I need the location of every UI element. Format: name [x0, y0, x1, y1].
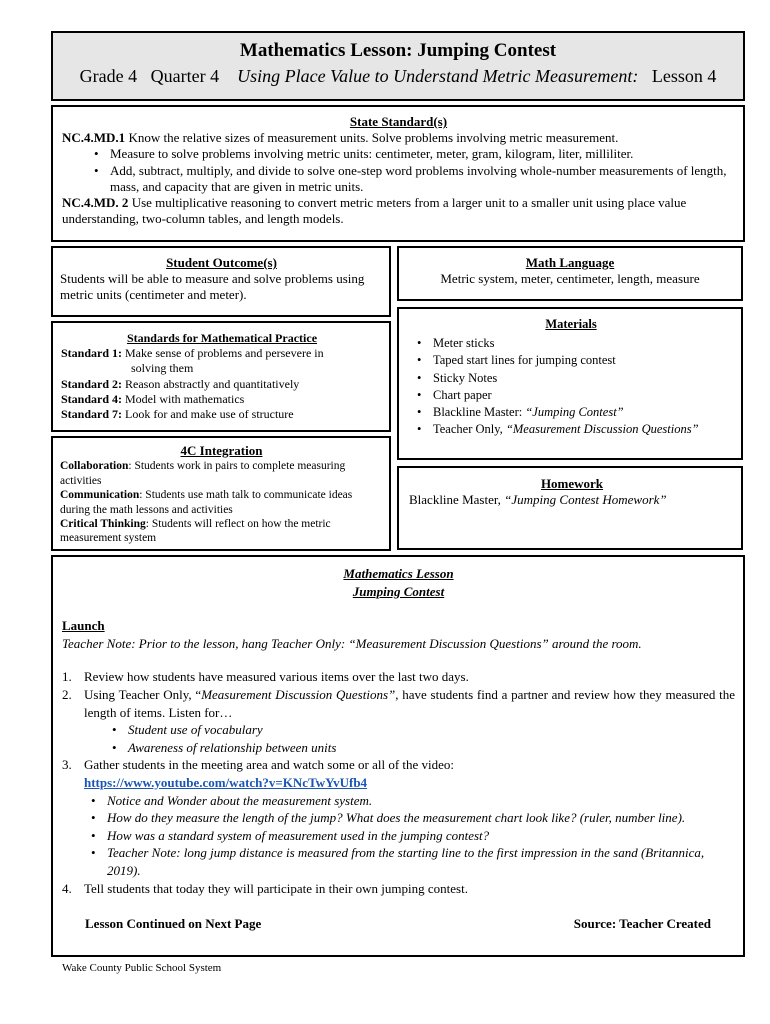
step-4: 4. Tell students that today they will participate in their own jumping contest. — [62, 880, 468, 896]
practice-standard-label: Standard 4: — [61, 391, 123, 406]
integration-communication — [60, 488, 383, 517]
material-item-blackline — [433, 404, 735, 421]
material-title: “Jumping Contest” — [525, 405, 624, 420]
step-text: Using Teacher Only, “ — [84, 686, 202, 702]
integration-label: Collaboration — [60, 460, 129, 473]
math-language-box — [397, 246, 743, 301]
practice-standard-text: Look for and make use of structure — [122, 407, 294, 422]
integration-label: Critical Thinking — [60, 518, 146, 531]
practice-standard-text: Reason abstractly and quantitatively — [122, 376, 300, 391]
lesson-subtitle — [53, 63, 743, 89]
material-item: • Sticky Notes — [433, 370, 735, 387]
standard-bullet: • Measure to solve problems involving metric units: centimeter, meter, gram, kilogram, liter, milliliter. — [110, 146, 735, 162]
homework-text — [409, 492, 735, 508]
practice-standard-1 — [61, 346, 383, 361]
lesson-subheading: Jumping Contest — [352, 583, 445, 599]
video-prompt: Teacher Note: long jump distance is measured from the starting line to the first impression in the sand (Britannica, 2019). — [107, 845, 705, 878]
homework-heading: Homework — [540, 476, 604, 491]
step-1: 1. Review how students have measured various items over the last two days. — [62, 669, 469, 685]
step-text: have students find a partner and review how they measured the length of items. Listen for… — [84, 686, 735, 720]
practice-standard-label: Standard 1: — [61, 346, 123, 361]
material-item: • Chart paper — [433, 387, 735, 404]
practice-standard-label: Standard 2: — [61, 376, 123, 391]
source-note: Source: Teacher Created — [573, 916, 711, 931]
material-item: • Meter sticks — [433, 335, 735, 352]
math-language-text: Metric system, meter, centimeter, length, measure — [440, 271, 700, 286]
listen-for-item: Student use of vocabulary — [128, 722, 263, 738]
unit-title: Using Place Value to Understand Metric Measurement: — [237, 66, 639, 86]
homework-box — [397, 466, 743, 550]
practice-standard-1-cont: solving them — [131, 361, 194, 376]
lesson-continued-note: Lesson Continued on Next Page — [85, 916, 262, 931]
materials-list — [433, 335, 735, 438]
step-title: Measurement Discussion Questions”, — [201, 686, 399, 702]
homework-label: Blackline Master, — [409, 492, 505, 507]
standard-md2-code: NC.4.MD. 2 — [62, 195, 129, 211]
step-3: 3. Gather students in the meeting area and watch some or all of the video: https://www.youtube.com/watch?v=KNcTwYvUfb4 — [62, 757, 455, 790]
quarter-label: Quarter 4 — [150, 66, 220, 86]
materials-heading: Materials — [545, 317, 597, 331]
lesson-header — [51, 31, 745, 101]
lesson-heading: Mathematics Lesson — [343, 566, 454, 581]
student-outcome-heading: Student Outcome(s) — [166, 255, 277, 270]
lesson-body-box — [51, 555, 745, 957]
practice-standard-label: Standard 7: — [61, 407, 123, 422]
standard-md1-text: Know the relative sizes of measurement units. Solve problems involving metric measurement. — [125, 130, 619, 146]
practice-standard-2 — [61, 377, 383, 392]
practice-standard-text: Model with mathematics — [122, 391, 245, 406]
materials-box — [397, 307, 743, 460]
homework-title: “Jumping Contest Homework” — [504, 492, 667, 507]
practice-standard-4 — [61, 392, 383, 407]
step-text: Review how students have measured various items over the last two days. — [84, 669, 469, 685]
material-title: “Measurement Discussion Questions” — [505, 422, 699, 437]
state-standards-heading: State Standard(s) — [349, 114, 448, 129]
integration-box — [51, 436, 391, 551]
video-prompt: Notice and Wonder about the measurement system. — [107, 792, 373, 808]
material-label: Blackline Master: — [433, 405, 526, 420]
launch-heading: Launch — [62, 618, 105, 634]
integration-text: : Students work in pairs to complete measuring activities — [60, 460, 346, 487]
lesson-footer-row — [85, 915, 711, 933]
step-text: Tell students that today they will participate in their own jumping contest. — [84, 880, 468, 896]
state-standards-box — [51, 105, 745, 242]
material-item-teacher — [433, 421, 735, 438]
grade-label: Grade 4 — [79, 66, 138, 86]
standard-md1-bullets — [110, 146, 735, 195]
standard-md2 — [62, 195, 735, 227]
practice-standards-box — [51, 321, 391, 432]
video-link[interactable]: https://www.youtube.com/watch?v=KNcTwYvUfb4 — [84, 774, 368, 790]
standard-md1 — [62, 130, 735, 146]
integration-collaboration — [60, 459, 383, 488]
step-2-bullets — [128, 721, 735, 756]
integration-text: : Students will reflect on how the metric measurement system — [60, 518, 331, 545]
practice-standard-7 — [61, 407, 383, 422]
practice-standards-heading: Standards for Mathematical Practice — [126, 331, 318, 345]
material-item: • Taped start lines for jumping contest — [433, 352, 735, 369]
launch-teacher-note: Teacher Note: Prior to the lesson, hang Teacher Only: “Measurement Discussion Questions” around the room. — [62, 635, 642, 651]
practice-standard-text: Make sense of problems and persevere in — [122, 346, 324, 361]
standard-bullet: • Add, subtract, multiply, and divide to solve one-step word problems involving whole-number measurements of length, mass, and capacity that are given in metric units. — [110, 163, 735, 195]
video-prompt: How was a standard system of measurement used in the jumping contest? — [107, 827, 490, 843]
material-label: Teacher Only, — [433, 422, 506, 437]
integration-critical-thinking — [60, 517, 383, 546]
lesson-title: Mathematics Lesson: Jumping Contest — [239, 40, 557, 61]
video-prompt: How do they measure the length of the jump? What does the measurement chart look like? (ruler, number line). — [107, 810, 686, 826]
standard-md2-text: Use multiplicative reasoning to convert metric meters from a larger unit to a smaller unit using place value understanding, two-column tables, and length models. — [62, 195, 687, 227]
step-text: Gather students in the meeting area and watch some or all of the video: — [84, 757, 455, 773]
listen-for-item: Awareness of relationship between units — [128, 739, 337, 755]
step-3-bullets — [107, 792, 735, 880]
lesson-number: Lesson 4 — [651, 66, 717, 86]
math-language-heading: Math Language — [525, 255, 615, 270]
integration-heading: 4C Integration — [180, 443, 263, 458]
step-2: 2. Using Teacher Only, “Measurement Discussion Questions”, have students find a partner and review how they measured the length of items. Listen for… — [62, 686, 735, 720]
integration-text: : Students use math talk to communicate ideas during the math lessons and activities — [60, 489, 353, 516]
student-outcome-box — [51, 246, 391, 317]
page-footer: Wake County Public School System — [62, 962, 222, 974]
student-outcome-text: Students will be able to measure and solve problems using metric units (centimeter and meter). — [60, 271, 365, 302]
integration-label: Communication — [60, 489, 140, 502]
standard-md1-code: NC.4.MD.1 — [62, 130, 126, 146]
